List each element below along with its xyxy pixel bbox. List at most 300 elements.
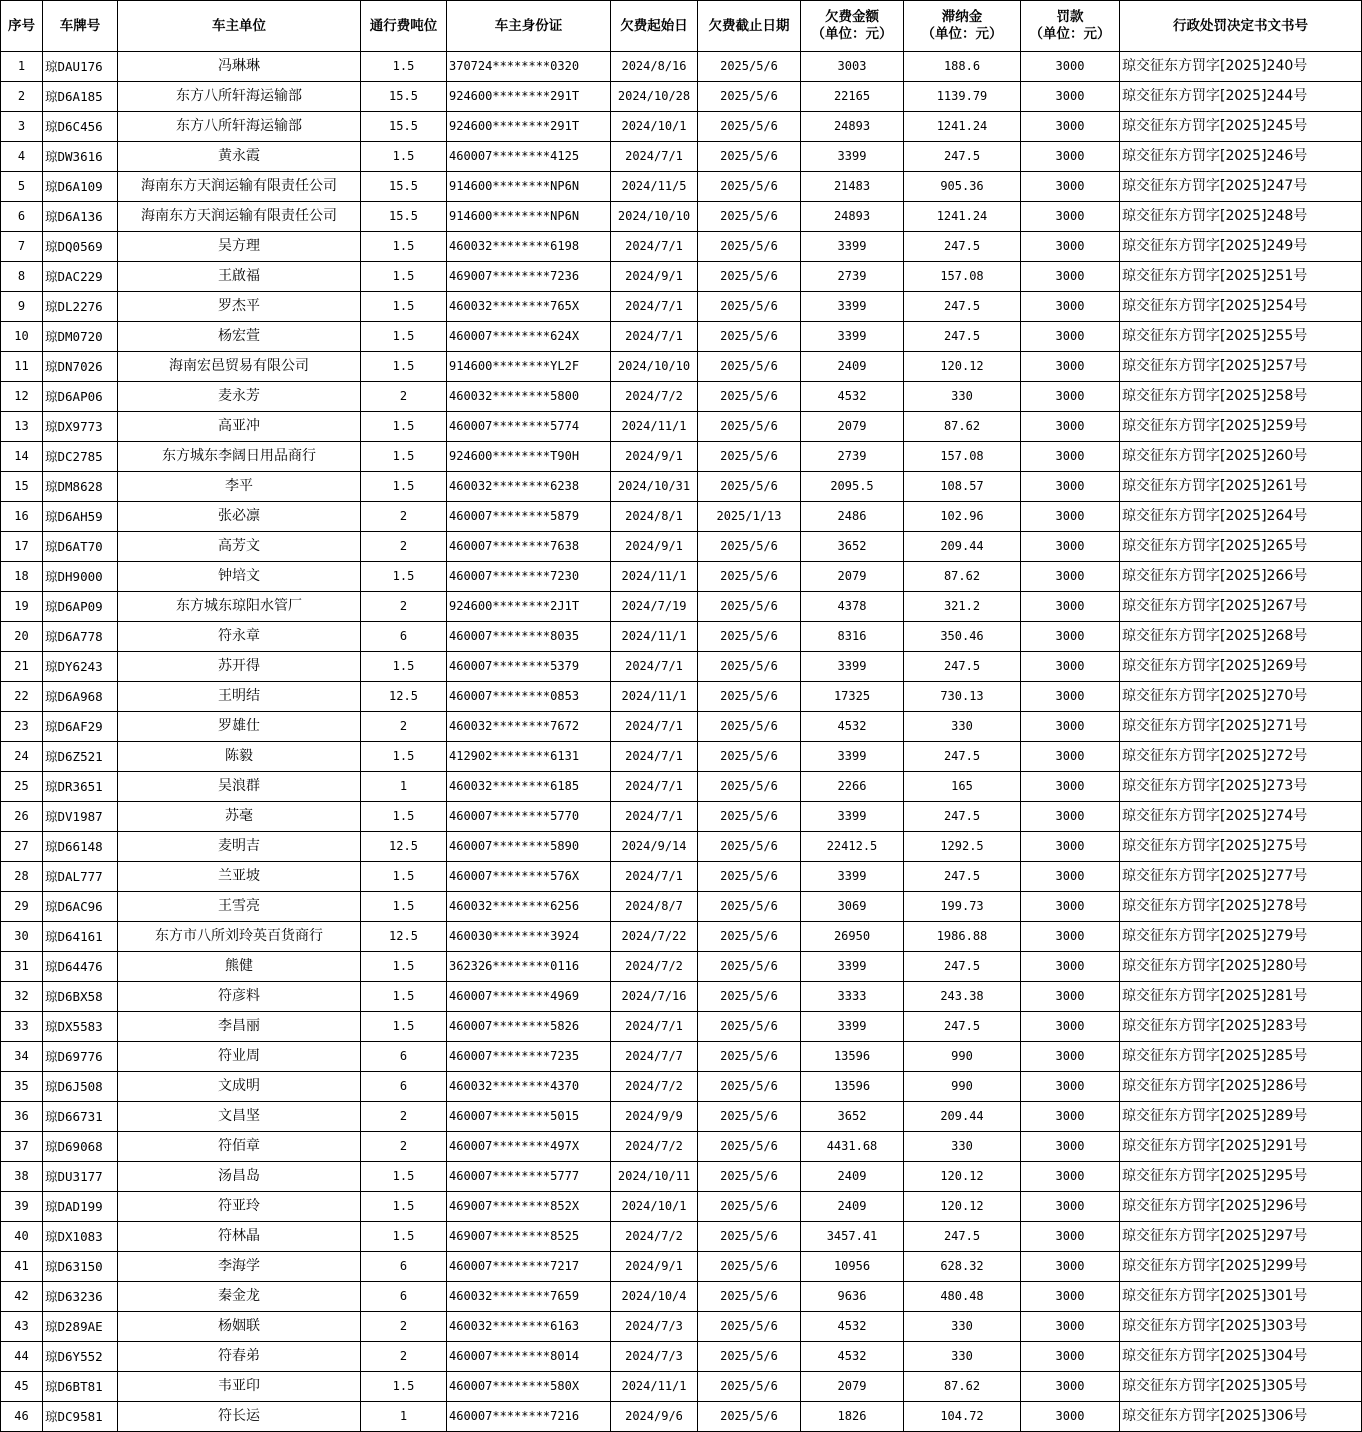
col-start-date-cell: 2024/7/1 <box>611 292 698 322</box>
col-id-number-cell: 924600********291T <box>447 82 611 112</box>
col-owner-cell: 海南东方天润运输有限责任公司 <box>118 202 361 232</box>
col-plate-cell: 琼DAD199 <box>43 1192 118 1222</box>
col-start-date-cell: 2024/11/1 <box>611 1372 698 1402</box>
col-fine-cell: 3000 <box>1021 742 1120 772</box>
col-plate-cell: 琼DC9581 <box>43 1402 118 1432</box>
col-end-date-cell: 2025/5/6 <box>698 592 801 622</box>
col-plate-cell: 琼D69776 <box>43 1042 118 1072</box>
col-owner-cell: 钟培文 <box>118 562 361 592</box>
col-document-no-cell: 琼交征东方罚字[2025]265号 <box>1120 532 1362 562</box>
col-index-cell: 13 <box>1 412 43 442</box>
col-document-no-cell: 琼交征东方罚字[2025]273号 <box>1120 772 1362 802</box>
col-owner-cell: 韦亚印 <box>118 1372 361 1402</box>
col-index-cell: 5 <box>1 172 43 202</box>
col-end-date-cell: 2025/5/6 <box>698 82 801 112</box>
col-start-date-cell: 2024/7/1 <box>611 712 698 742</box>
col-end-date-cell: 2025/5/6 <box>698 772 801 802</box>
col-start-date-cell: 2024/10/31 <box>611 472 698 502</box>
col-start-date-cell: 2024/9/1 <box>611 262 698 292</box>
col-start-date-cell: 2024/7/1 <box>611 652 698 682</box>
col-end-date-cell: 2025/5/6 <box>698 1222 801 1252</box>
table-row <box>1 412 1362 442</box>
col-document-no-cell: 琼交征东方罚字[2025]281号 <box>1120 982 1362 1012</box>
col-owner-cell: 李海学 <box>118 1252 361 1282</box>
col-amount-cell: 4532 <box>801 382 904 412</box>
col-index-cell: 34 <box>1 1042 43 1072</box>
col-owner-cell: 王啟福 <box>118 262 361 292</box>
col-index-cell: 14 <box>1 442 43 472</box>
col-plate-cell: 琼DM8628 <box>43 472 118 502</box>
col-id-number-cell: 460007********4125 <box>447 142 611 172</box>
table-row <box>1 382 1362 412</box>
col-tonnage-cell: 15.5 <box>361 202 447 232</box>
col-fine-cell: 3000 <box>1021 1252 1120 1282</box>
col-plate-cell: 琼D6A136 <box>43 202 118 232</box>
col-fine-cell: 3000 <box>1021 172 1120 202</box>
col-late-fee-cell: 247.5 <box>904 652 1021 682</box>
col-amount-cell: 3399 <box>801 652 904 682</box>
col-tonnage-cell: 1.5 <box>361 802 447 832</box>
col-amount-cell: 4532 <box>801 1312 904 1342</box>
col-document-no-cell: 琼交征东方罚字[2025]245号 <box>1120 112 1362 142</box>
col-late-fee-cell: 247.5 <box>904 802 1021 832</box>
col-owner-cell: 文成明 <box>118 1072 361 1102</box>
col-id-number-cell: 460007********8035 <box>447 622 611 652</box>
col-id-number-cell: 460032********6185 <box>447 772 611 802</box>
col-plate-cell: 琼DAL777 <box>43 862 118 892</box>
table-row <box>1 232 1362 262</box>
col-document-no-cell: 琼交征东方罚字[2025]277号 <box>1120 862 1362 892</box>
col-fine-cell: 3000 <box>1021 1282 1120 1312</box>
col-index-cell: 2 <box>1 82 43 112</box>
col-document-no-cell: 琼交征东方罚字[2025]267号 <box>1120 592 1362 622</box>
col-start-date-cell: 2024/7/19 <box>611 592 698 622</box>
col-plate-cell: 琼D6AH59 <box>43 502 118 532</box>
col-owner-cell: 李平 <box>118 472 361 502</box>
table-row <box>1 982 1362 1012</box>
col-owner-cell: 秦金龙 <box>118 1282 361 1312</box>
table-row <box>1 172 1362 202</box>
col-owner-cell: 符业周 <box>118 1042 361 1072</box>
col-late-fee-cell: 247.5 <box>904 862 1021 892</box>
col-amount-cell: 3652 <box>801 532 904 562</box>
col-late-fee-cell: 87.62 <box>904 412 1021 442</box>
col-fine-cell: 3000 <box>1021 862 1120 892</box>
col-tonnage-cell: 1.5 <box>361 862 447 892</box>
table-row <box>1 52 1362 82</box>
col-tonnage-cell: 12.5 <box>361 832 447 862</box>
col-id-number-cell: 469007********852X <box>447 1192 611 1222</box>
col-amount-cell: 3399 <box>801 1012 904 1042</box>
col-late-fee-cell: 247.5 <box>904 1222 1021 1252</box>
col-end-date-cell: 2025/1/13 <box>698 502 801 532</box>
col-fine-cell: 3000 <box>1021 232 1120 262</box>
table-row <box>1 1372 1362 1402</box>
col-end-date-cell: 2025/5/6 <box>698 892 801 922</box>
col-fine-cell: 3000 <box>1021 352 1120 382</box>
col-document-no-cell: 琼交征东方罚字[2025]251号 <box>1120 262 1362 292</box>
col-plate-cell: 琼DY6243 <box>43 652 118 682</box>
col-tonnage-cell: 1.5 <box>361 292 447 322</box>
col-tonnage-cell: 15.5 <box>361 172 447 202</box>
col-plate-cell: 琼D6Y552 <box>43 1342 118 1372</box>
col-start-date-cell: 2024/7/1 <box>611 142 698 172</box>
col-fine-cell: 3000 <box>1021 442 1120 472</box>
col-start-date-cell: 2024/7/22 <box>611 922 698 952</box>
col-plate-cell: 琼D6J508 <box>43 1072 118 1102</box>
col-end-date-cell: 2025/5/6 <box>698 1192 801 1222</box>
col-plate-cell: 琼D6AT70 <box>43 532 118 562</box>
table-row <box>1 502 1362 532</box>
col-end-date-cell: 2025/5/6 <box>698 352 801 382</box>
col-end-date-cell: 2025/5/6 <box>698 1162 801 1192</box>
col-id-number-cell: 460007********5890 <box>447 832 611 862</box>
col-end-date-cell: 2025/5/6 <box>698 652 801 682</box>
col-end-date-cell: 2025/5/6 <box>698 322 801 352</box>
col-owner-cell: 汤昌岛 <box>118 1162 361 1192</box>
table-row <box>1 1102 1362 1132</box>
col-index-cell: 24 <box>1 742 43 772</box>
col-late-fee-cell: 102.96 <box>904 502 1021 532</box>
col-amount-cell: 2095.5 <box>801 472 904 502</box>
col-tonnage-cell: 1.5 <box>361 262 447 292</box>
table-row <box>1 772 1362 802</box>
col-document-no-cell: 琼交征东方罚字[2025]247号 <box>1120 172 1362 202</box>
col-start-date-cell: 2024/7/7 <box>611 1042 698 1072</box>
col-end-date-cell: 2025/5/6 <box>698 1012 801 1042</box>
col-late-fee-cell: 120.12 <box>904 1162 1021 1192</box>
col-owner-cell: 罗雄仕 <box>118 712 361 742</box>
col-fine-cell: 3000 <box>1021 412 1120 442</box>
col-end-date-cell: 2025/5/6 <box>698 472 801 502</box>
col-start-date-cell: 2024/7/1 <box>611 322 698 352</box>
col-plate-cell: 琼D66731 <box>43 1102 118 1132</box>
col-start-date-cell: 2024/11/1 <box>611 412 698 442</box>
col-owner-cell: 高亚冲 <box>118 412 361 442</box>
col-tonnage-cell: 1 <box>361 772 447 802</box>
col-index-cell: 37 <box>1 1132 43 1162</box>
col-plate-cell: 琼DX5583 <box>43 1012 118 1042</box>
col-index-cell: 41 <box>1 1252 43 1282</box>
col-start-date-cell: 2024/10/1 <box>611 1192 698 1222</box>
col-tonnage-cell: 1.5 <box>361 142 447 172</box>
table-row <box>1 322 1362 352</box>
col-fine-cell: 3000 <box>1021 202 1120 232</box>
col-owner-cell: 文昌坚 <box>118 1102 361 1132</box>
col-document-no-cell: 琼交征东方罚字[2025]271号 <box>1120 712 1362 742</box>
col-id-number-cell: 460007********497X <box>447 1132 611 1162</box>
col-owner-cell: 麦永芳 <box>118 382 361 412</box>
col-fine-cell: 3000 <box>1021 1132 1120 1162</box>
table-row <box>1 952 1362 982</box>
col-plate-cell: 琼D64476 <box>43 952 118 982</box>
table-row <box>1 1402 1362 1432</box>
col-owner-cell: 高芳文 <box>118 532 361 562</box>
col-fine-cell: 3000 <box>1021 1162 1120 1192</box>
col-late-fee-cell: 247.5 <box>904 322 1021 352</box>
col-owner-cell: 罗杰平 <box>118 292 361 322</box>
col-start-date-cell: 2024/7/1 <box>611 862 698 892</box>
col-id-number-cell: 460007********5770 <box>447 802 611 832</box>
col-amount-cell: 13596 <box>801 1072 904 1102</box>
col-owner-cell: 王明结 <box>118 682 361 712</box>
col-id-number-cell: 460030********3924 <box>447 922 611 952</box>
col-amount-cell: 10956 <box>801 1252 904 1282</box>
col-plate-cell: 琼DM0720 <box>43 322 118 352</box>
col-late-fee-cell: 247.5 <box>904 232 1021 262</box>
col-end-date-cell: 2025/5/6 <box>698 922 801 952</box>
col-owner-cell: 符永章 <box>118 622 361 652</box>
col-tonnage-cell: 1.5 <box>361 412 447 442</box>
col-owner-cell: 陈毅 <box>118 742 361 772</box>
col-document-no-cell: 琼交征东方罚字[2025]270号 <box>1120 682 1362 712</box>
col-plate-cell: 琼D6AF29 <box>43 712 118 742</box>
col-tonnage-cell: 1.5 <box>361 1162 447 1192</box>
col-tonnage-cell: 1.5 <box>361 1012 447 1042</box>
col-tonnage-cell: 2 <box>361 712 447 742</box>
col-amount-cell: 4532 <box>801 1342 904 1372</box>
col-id-number-cell: 924600********291T <box>447 112 611 142</box>
col-end-date-cell: 2025/5/6 <box>698 1072 801 1102</box>
table-row <box>1 742 1362 772</box>
col-start-date-cell: 2024/10/28 <box>611 82 698 112</box>
col-tonnage-cell: 6 <box>361 1282 447 1312</box>
col-owner-cell: 王雪亮 <box>118 892 361 922</box>
col-plate-cell: 琼D6C456 <box>43 112 118 142</box>
col-tonnage-cell: 6 <box>361 1252 447 1282</box>
col-fine-cell: 3000 <box>1021 502 1120 532</box>
col-start-date-cell: 2024/7/2 <box>611 1132 698 1162</box>
col-id-number-header: 车主身份证 <box>447 1 611 52</box>
col-fine-cell: 3000 <box>1021 892 1120 922</box>
col-start-date-cell: 2024/7/2 <box>611 952 698 982</box>
col-index-cell: 23 <box>1 712 43 742</box>
col-document-no-cell: 琼交征东方罚字[2025]255号 <box>1120 322 1362 352</box>
col-id-number-cell: 460007********5774 <box>447 412 611 442</box>
col-tonnage-cell: 1.5 <box>361 52 447 82</box>
col-late-fee-cell: 157.08 <box>904 442 1021 472</box>
col-owner-cell: 东方八所轩海运输部 <box>118 82 361 112</box>
col-end-date-cell: 2025/5/6 <box>698 562 801 592</box>
col-start-date-cell: 2024/7/3 <box>611 1342 698 1372</box>
col-late-fee-cell: 157.08 <box>904 262 1021 292</box>
col-end-date-cell: 2025/5/6 <box>698 1282 801 1312</box>
table-row <box>1 922 1362 952</box>
col-end-date-cell: 2025/5/6 <box>698 172 801 202</box>
col-plate-cell: 琼DR3651 <box>43 772 118 802</box>
col-fine-cell: 3000 <box>1021 322 1120 352</box>
col-start-date-cell: 2024/7/1 <box>611 802 698 832</box>
col-start-date-cell: 2024/11/1 <box>611 562 698 592</box>
col-tonnage-cell: 1.5 <box>361 232 447 262</box>
col-index-cell: 25 <box>1 772 43 802</box>
col-fine-cell: 3000 <box>1021 832 1120 862</box>
col-id-number-cell: 460007********7230 <box>447 562 611 592</box>
col-amount-cell: 4431.68 <box>801 1132 904 1162</box>
col-start-date-cell: 2024/9/1 <box>611 532 698 562</box>
col-index-cell: 43 <box>1 1312 43 1342</box>
col-id-number-cell: 924600********T90H <box>447 442 611 472</box>
col-start-date-cell: 2024/7/1 <box>611 232 698 262</box>
col-plate-cell: 琼DC2785 <box>43 442 118 472</box>
col-document-no-cell: 琼交征东方罚字[2025]240号 <box>1120 52 1362 82</box>
col-tonnage-cell: 2 <box>361 1342 447 1372</box>
table-row <box>1 832 1362 862</box>
col-fine-cell: 3000 <box>1021 1312 1120 1342</box>
table-row <box>1 202 1362 232</box>
col-tonnage-cell: 1 <box>361 1402 447 1432</box>
col-document-no-cell: 琼交征东方罚字[2025]248号 <box>1120 202 1362 232</box>
col-amount-cell: 8316 <box>801 622 904 652</box>
col-fine-cell: 3000 <box>1021 472 1120 502</box>
col-fine-cell: 3000 <box>1021 1072 1120 1102</box>
col-late-fee-cell: 730.13 <box>904 682 1021 712</box>
col-end-date-cell: 2025/5/6 <box>698 1312 801 1342</box>
col-start-date-cell: 2024/7/1 <box>611 772 698 802</box>
col-late-fee-cell: 104.72 <box>904 1402 1021 1432</box>
col-start-date-header: 欠费起始日 <box>611 1 698 52</box>
col-tonnage-cell: 1.5 <box>361 892 447 922</box>
col-document-no-cell: 琼交征东方罚字[2025]291号 <box>1120 1132 1362 1162</box>
col-index-cell: 18 <box>1 562 43 592</box>
col-fine-cell: 3000 <box>1021 82 1120 112</box>
col-start-date-cell: 2024/10/10 <box>611 352 698 382</box>
col-owner-cell: 熊健 <box>118 952 361 982</box>
table-row <box>1 1282 1362 1312</box>
col-amount-cell: 2079 <box>801 562 904 592</box>
col-fine-cell: 3000 <box>1021 562 1120 592</box>
col-late-fee-cell: 1139.79 <box>904 82 1021 112</box>
col-late-fee-cell: 120.12 <box>904 1192 1021 1222</box>
col-fine-cell: 3000 <box>1021 382 1120 412</box>
col-fine-cell: 3000 <box>1021 1012 1120 1042</box>
col-index-cell: 1 <box>1 52 43 82</box>
col-end-date-cell: 2025/5/6 <box>698 52 801 82</box>
col-id-number-cell: 460007********4969 <box>447 982 611 1012</box>
table-row <box>1 142 1362 172</box>
col-late-fee-cell: 330 <box>904 1342 1021 1372</box>
col-late-fee-cell: 247.5 <box>904 1012 1021 1042</box>
col-id-number-cell: 914600********YL2F <box>447 352 611 382</box>
table-row <box>1 1012 1362 1042</box>
col-id-number-cell: 914600********NP6N <box>447 172 611 202</box>
col-tonnage-cell: 1.5 <box>361 472 447 502</box>
col-start-date-cell: 2024/7/16 <box>611 982 698 1012</box>
col-document-no-cell: 琼交征东方罚字[2025]301号 <box>1120 1282 1362 1312</box>
col-document-no-cell: 琼交征东方罚字[2025]297号 <box>1120 1222 1362 1252</box>
col-document-no-cell: 琼交征东方罚字[2025]296号 <box>1120 1192 1362 1222</box>
table-row <box>1 862 1362 892</box>
col-owner-cell: 符佰章 <box>118 1132 361 1162</box>
col-owner-cell: 苏毫 <box>118 802 361 832</box>
col-index-cell: 26 <box>1 802 43 832</box>
col-id-number-cell: 460007********7217 <box>447 1252 611 1282</box>
col-start-date-cell: 2024/7/1 <box>611 1012 698 1042</box>
col-document-no-cell: 琼交征东方罚字[2025]260号 <box>1120 442 1362 472</box>
col-amount-cell: 9636 <box>801 1282 904 1312</box>
col-index-cell: 12 <box>1 382 43 412</box>
table-row <box>1 1132 1362 1162</box>
col-plate-cell: 琼D289AE <box>43 1312 118 1342</box>
col-fine-cell: 3000 <box>1021 262 1120 292</box>
col-amount-cell: 17325 <box>801 682 904 712</box>
col-document-no-cell: 琼交征东方罚字[2025]268号 <box>1120 622 1362 652</box>
header-row <box>1 1 1362 52</box>
col-late-fee-cell: 199.73 <box>904 892 1021 922</box>
col-id-number-cell: 460007********576X <box>447 862 611 892</box>
col-fine-cell: 3000 <box>1021 1372 1120 1402</box>
col-amount-cell: 2079 <box>801 412 904 442</box>
col-late-fee-cell: 990 <box>904 1072 1021 1102</box>
col-end-date-cell: 2025/5/6 <box>698 1102 801 1132</box>
col-fine-cell: 3000 <box>1021 52 1120 82</box>
table-row <box>1 592 1362 622</box>
col-index-cell: 29 <box>1 892 43 922</box>
col-fine-cell: 3000 <box>1021 292 1120 322</box>
col-tonnage-cell: 1.5 <box>361 322 447 352</box>
col-fine-cell: 3000 <box>1021 1402 1120 1432</box>
col-fine-cell: 3000 <box>1021 652 1120 682</box>
col-start-date-cell: 2024/7/2 <box>611 1072 698 1102</box>
col-document-no-cell: 琼交征东方罚字[2025]299号 <box>1120 1252 1362 1282</box>
col-tonnage-cell: 2 <box>361 532 447 562</box>
col-amount-header: 欠费金额 （单位：元） <box>801 1 904 52</box>
col-tonnage-cell: 12.5 <box>361 682 447 712</box>
col-late-fee-cell: 330 <box>904 1312 1021 1342</box>
col-plate-cell: 琼DV1987 <box>43 802 118 832</box>
col-owner-cell: 吴浪群 <box>118 772 361 802</box>
col-id-number-cell: 460032********7659 <box>447 1282 611 1312</box>
col-amount-cell: 4532 <box>801 712 904 742</box>
col-end-date-cell: 2025/5/6 <box>698 202 801 232</box>
col-id-number-cell: 460032********6163 <box>447 1312 611 1342</box>
table-row <box>1 1192 1362 1222</box>
col-amount-cell: 13596 <box>801 1042 904 1072</box>
table-row <box>1 1252 1362 1282</box>
col-start-date-cell: 2024/8/1 <box>611 502 698 532</box>
col-start-date-cell: 2024/7/3 <box>611 1312 698 1342</box>
col-document-no-cell: 琼交征东方罚字[2025]289号 <box>1120 1102 1362 1132</box>
col-index-cell: 10 <box>1 322 43 352</box>
col-amount-cell: 2486 <box>801 502 904 532</box>
col-id-number-cell: 460007********624X <box>447 322 611 352</box>
col-amount-cell: 3399 <box>801 742 904 772</box>
col-end-date-cell: 2025/5/6 <box>698 982 801 1012</box>
col-document-no-cell: 琼交征东方罚字[2025]286号 <box>1120 1072 1362 1102</box>
col-owner-cell: 杨姻联 <box>118 1312 361 1342</box>
col-late-fee-cell: 120.12 <box>904 352 1021 382</box>
col-index-cell: 36 <box>1 1102 43 1132</box>
col-fine-cell: 3000 <box>1021 802 1120 832</box>
table-row <box>1 682 1362 712</box>
col-document-no-cell: 琼交征东方罚字[2025]280号 <box>1120 952 1362 982</box>
col-plate-cell: 琼D6AP09 <box>43 592 118 622</box>
col-end-date-cell: 2025/5/6 <box>698 1252 801 1282</box>
col-start-date-cell: 2024/10/1 <box>611 112 698 142</box>
col-end-date-cell: 2025/5/6 <box>698 1042 801 1072</box>
col-amount-cell: 24893 <box>801 112 904 142</box>
table-row <box>1 112 1362 142</box>
col-fine-header: 罚款 （单位：元） <box>1021 1 1120 52</box>
col-document-no-cell: 琼交征东方罚字[2025]274号 <box>1120 802 1362 832</box>
col-end-date-cell: 2025/5/6 <box>698 1372 801 1402</box>
col-owner-cell: 冯琳琳 <box>118 52 361 82</box>
col-document-no-cell: 琼交征东方罚字[2025]266号 <box>1120 562 1362 592</box>
col-id-number-cell: 924600********2J1T <box>447 592 611 622</box>
col-document-no-cell: 琼交征东方罚字[2025]283号 <box>1120 1012 1362 1042</box>
col-plate-cell: 琼D69068 <box>43 1132 118 1162</box>
col-fine-cell: 3000 <box>1021 622 1120 652</box>
